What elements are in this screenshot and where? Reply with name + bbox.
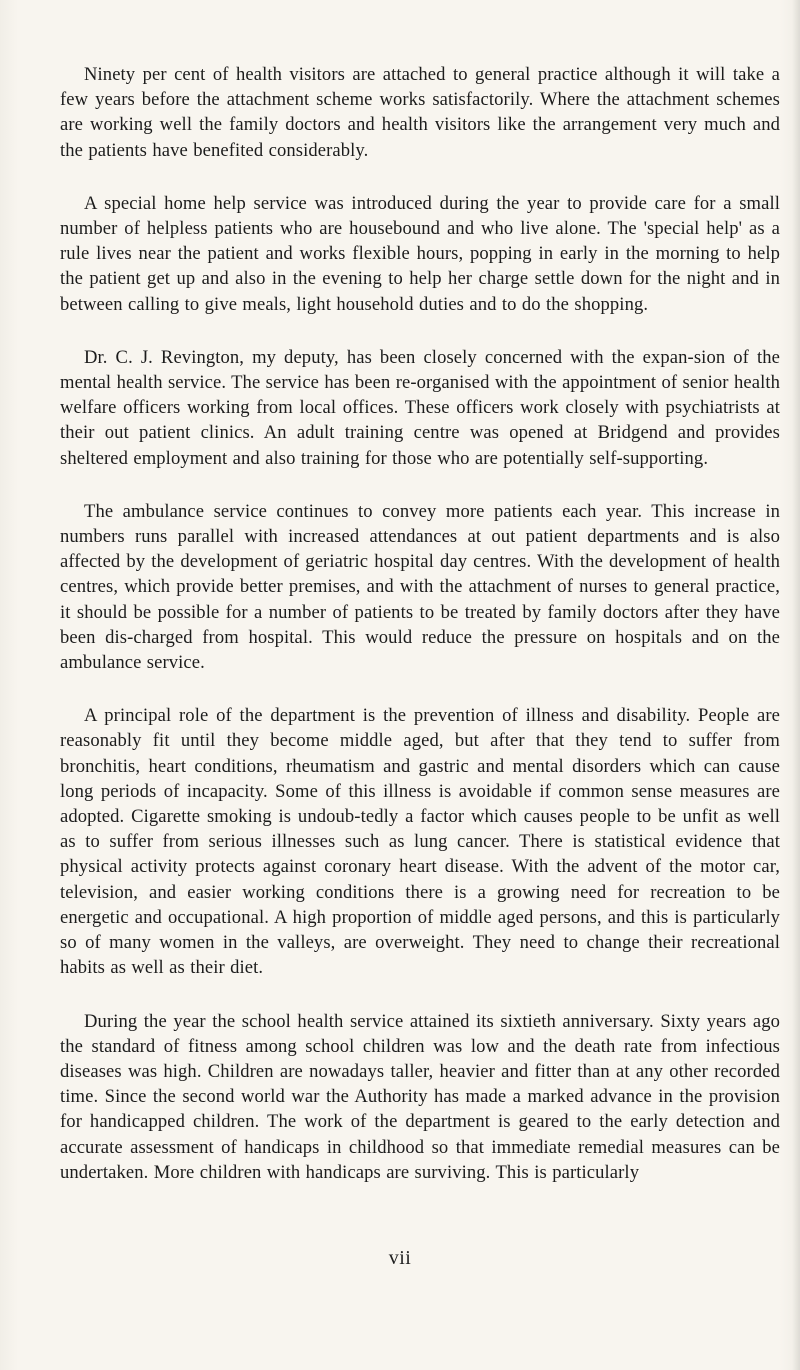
page-edge-shadow [792,0,800,1370]
body-text [60,62,780,1185]
paragraph-health-visitors: Ninety per cent of health visitors are attached to general practice although it will take a few years before the attachment scheme works satisfactorily. Where the attachment schemes are working well the family doctors and health visitors like the arrangement very much and the patients have benefited considerably. [60,64,780,161]
paragraph-school-health: During the year the school health service attained its sixtieth anniversary. Sixty years ago the standard of fitness among school children was low and the death rate from infectious diseases was high. Children are nowadays taller, heavier and fitter than at any other recorded time. Since the second world war the Authority has made a marked advance in the provision for handicapped children. The work of the department is geared to the early detection and accurate assessment of handicaps in childhood so that immediate remedial measures can be undertaken. More children with handicaps are surviving. This is particularly [60,1010,780,1183]
paragraph-mental-health: Dr. C. J. Revington, my deputy, has been closely concerned with the expan-sion of the mental health service. The service has been re-organised with the appointment of senior health welfare officers working from local offices. These officers work closely with psychiatrists at their out patient clinics. An adult training centre was opened at Bridgend and provides sheltered employment and also training for those who are potentially self-supporting. [60,346,780,469]
paragraph-home-help: A special home help service was introduced during the year to provide care for a small number of helpless patients who are housebound and who live alone. The 'special help' as a rule lives near the patient and works flexible hours, popping in early in the morning to help the patient get up and also in the evening to help her charge settle down for the night and in between calling to give meals, light household duties and to do the shopping. [60,192,780,315]
paragraph-ambulance: The ambulance service continues to convey more patients each year. This increase in numbers runs parallel with increased attendances at out patient departments and is also affected by the development of geriatric hospital day centres. With the development of health centres, which provide better premises, and with the attachment of nurses to general practice, it should be possible for a number of patients to be treated by family doctors after they have been dis-charged from hospital. This would reduce the pressure on hospitals and on the ambulance service. [60,500,780,674]
paragraph-prevention: A principal role of the department is the prevention of illness and disability. People are reasonably fit until they become middle aged, but after that they tend to suffer from bronchitis, heart conditions, rheumatism and gastric and mental disorders which can cause long periods of incapacity. Some of this illness is avoidable if common sense measures are adopted. Cigarette smoking is undoub-tedly a factor which causes people to be unfit as well as to suffer from serious illnesses such as lung cancer. There is statistical evidence that physical activity protects against coronary heart disease. With the advent of the motor car, television, and easier working conditions there is a growing need for recreation to be energetic and occupational. A high proportion of middle aged persons, and this is particularly so of many women in the valleys, are overweight. They need to change their recreational habits as well as their diet. [60,705,780,979]
page-number: vii [388,1247,412,1269]
